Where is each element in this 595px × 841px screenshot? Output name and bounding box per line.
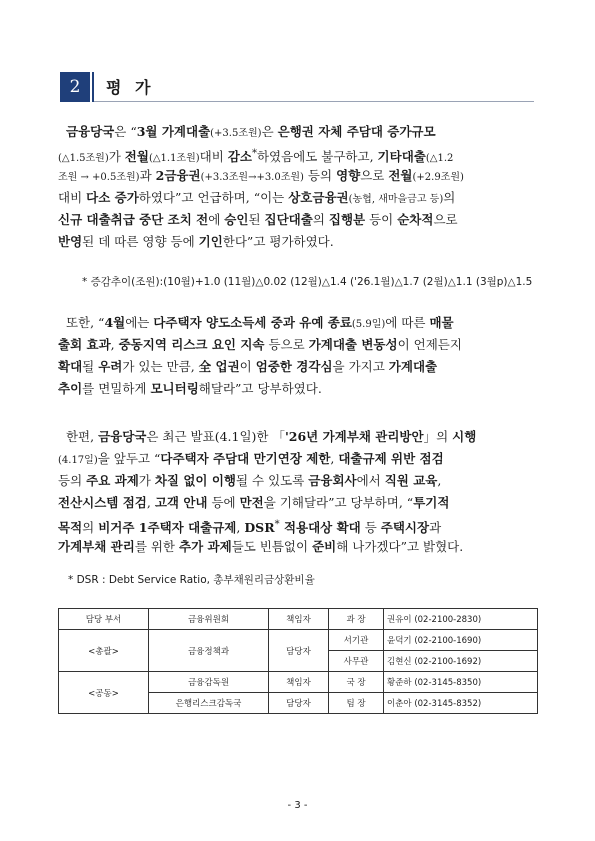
table-cell: 금융위원회 bbox=[149, 609, 269, 630]
text-run: (+3.3조원→+3.0조원) bbox=[200, 172, 304, 183]
text-run: , bbox=[146, 495, 155, 510]
table-cell: 서기관 bbox=[329, 630, 384, 651]
text-run: 반영 bbox=[58, 234, 83, 249]
table-row bbox=[59, 672, 538, 693]
text-run: 으로 bbox=[360, 168, 389, 183]
table-cell: 금융감독원 bbox=[149, 672, 269, 693]
text-run: 등으로 bbox=[264, 337, 309, 352]
text-run: (+3.5조원) bbox=[210, 128, 262, 139]
text-run: 시행 bbox=[452, 429, 477, 444]
text-run: 주택시장 bbox=[380, 520, 430, 536]
text-run: 를 면밀하게 bbox=[82, 381, 151, 396]
text-run: , bbox=[437, 473, 442, 488]
text-run: 全 업권 bbox=[198, 359, 240, 374]
text-run: 감소 bbox=[227, 149, 252, 165]
text-run: 하였다”고 언급하며, “이는 bbox=[138, 190, 289, 205]
text-run: 가계부채 관리 bbox=[58, 539, 135, 554]
text-run: 금융당국 bbox=[98, 429, 147, 444]
text-run: 된 bbox=[248, 212, 265, 227]
text-run: 한다”고 평가하였다. bbox=[222, 234, 334, 249]
text-run: 을 앞두고 “ bbox=[97, 451, 161, 466]
text-run: 이 언제든지 bbox=[397, 337, 462, 352]
text-run: 금융회사 bbox=[308, 473, 357, 488]
text-run: 전월 bbox=[124, 149, 149, 165]
text-run: 투기적 bbox=[413, 495, 450, 510]
section-title: 평 가 bbox=[106, 78, 155, 97]
text-run: , bbox=[110, 337, 119, 352]
table-cell: 금융정책과 bbox=[149, 630, 269, 672]
text-line bbox=[58, 448, 538, 470]
text-run: 신규 대출취급 중단 조치 전 bbox=[58, 212, 209, 227]
table-cell: 사무관 bbox=[329, 651, 384, 672]
table-cell: 과 장 bbox=[329, 609, 384, 630]
text-run: 적용대상 확대 bbox=[279, 520, 361, 536]
text-line bbox=[58, 231, 538, 253]
text-run: 준비 bbox=[312, 539, 337, 554]
text-run: 목적 bbox=[58, 520, 83, 536]
text-run: 매물 bbox=[429, 315, 454, 330]
text-run: 모니터링 bbox=[150, 381, 199, 396]
text-run: 등에 bbox=[207, 495, 240, 510]
request-paragraph bbox=[58, 312, 538, 400]
section-divider-bar bbox=[92, 72, 94, 102]
text-run: 과 bbox=[139, 168, 156, 183]
text-run: 순차적 bbox=[397, 212, 434, 227]
footnote-trend: * 증감추이(조원):(10월)+1.0 (11월)△0.02 (12월)△1.4 ('26.1월)△1.7 (2월)△1.1 (3월p)△1.5 bbox=[82, 276, 533, 288]
text-run: 은 bbox=[261, 124, 278, 139]
text-line bbox=[58, 187, 538, 209]
text-line bbox=[58, 334, 538, 356]
text-run: (△1.5조원) bbox=[58, 153, 109, 165]
text-run: 의 bbox=[443, 190, 456, 205]
text-run: 전월 bbox=[388, 168, 413, 183]
table-cell: <공동> bbox=[59, 672, 149, 714]
text-run: (농협, 새마을금고 등) bbox=[348, 194, 444, 205]
text-line bbox=[58, 312, 538, 334]
text-run: 가 bbox=[108, 149, 125, 165]
text-run: DSR bbox=[244, 520, 275, 536]
text-run: 다주택자 주담대 만기연장 제한 bbox=[160, 451, 331, 466]
text-run: 될 수 있도록 bbox=[236, 473, 309, 488]
text-run: 은 최근 발표(4.1일)한 「 bbox=[146, 429, 285, 444]
text-line bbox=[58, 209, 538, 231]
text-run: 추이 bbox=[58, 381, 83, 396]
text-run: 가계대출 변동성 bbox=[308, 337, 398, 352]
table-cell: 이춘아 (02-3145-8352) bbox=[384, 693, 538, 714]
table-cell: 윤덕기 (02-2100-1690) bbox=[384, 630, 538, 651]
table-cell: <총괄> bbox=[59, 630, 149, 672]
text-run: 에 따른 bbox=[385, 315, 430, 330]
text-run: 2금융권 bbox=[155, 168, 201, 183]
text-line bbox=[58, 378, 538, 400]
text-line bbox=[58, 426, 538, 448]
text-run: 하였음에도 불구하고, bbox=[256, 149, 378, 165]
text-run: 확대 bbox=[58, 359, 83, 374]
text-run: 된 데 따른 영향 등에 bbox=[82, 234, 199, 249]
text-run: 의 bbox=[312, 212, 329, 227]
text-run: 를 위한 bbox=[134, 539, 179, 554]
table-cell: 황준하 (02-3145-8350) bbox=[384, 672, 538, 693]
text-run: 중동지역 리스크 요인 지속 bbox=[118, 337, 265, 352]
table-cell: 은행리스크감독국 bbox=[149, 693, 269, 714]
text-run: 가계대출 bbox=[388, 359, 438, 374]
text-run: (4.17일) bbox=[58, 455, 98, 466]
text-run: 될 bbox=[82, 359, 99, 374]
table-cell: 권유이 (02-2100-2830) bbox=[384, 609, 538, 630]
text-run: 해달라”고 당부하였다. bbox=[198, 381, 322, 396]
text-run: 또한, “ bbox=[65, 315, 105, 330]
text-line bbox=[58, 121, 538, 143]
text-run: 등 bbox=[360, 520, 381, 536]
text-run: 상호금융권 bbox=[288, 190, 349, 205]
table-cell: 국 장 bbox=[329, 672, 384, 693]
text-run: 출회 효과 bbox=[58, 337, 111, 352]
text-line bbox=[58, 470, 538, 492]
text-run: 」의 bbox=[423, 429, 453, 444]
text-run: (△1.1조원) bbox=[148, 153, 200, 165]
text-run: 우려 bbox=[98, 359, 123, 374]
text-line bbox=[58, 514, 538, 536]
text-run: 의 bbox=[82, 520, 99, 536]
text-run: 해 나가겠다”고 밝혔다. bbox=[336, 539, 464, 554]
text-run: 등의 bbox=[58, 473, 87, 488]
table-row bbox=[59, 630, 538, 651]
text-run: 은 “ bbox=[114, 124, 137, 139]
text-run: 전산시스템 점검 bbox=[58, 495, 147, 510]
table-row bbox=[59, 609, 538, 630]
text-run: 만전 bbox=[239, 495, 264, 510]
text-run: 등의 bbox=[303, 168, 337, 183]
text-run: 에는 bbox=[125, 315, 154, 330]
text-run: , bbox=[330, 451, 339, 466]
text-run: 엄중한 경각심 bbox=[255, 359, 333, 374]
text-run: 가 있는 만큼, bbox=[122, 359, 199, 374]
text-line bbox=[58, 492, 538, 514]
text-run: 기인 bbox=[198, 234, 223, 249]
text-run: 등이 bbox=[365, 212, 398, 227]
text-run: 대비 bbox=[58, 190, 87, 205]
text-run: 3월 가계대출 bbox=[136, 124, 211, 139]
text-run: 영향 bbox=[336, 168, 361, 183]
text-run: 가 bbox=[138, 473, 155, 488]
text-run: 집단대출 bbox=[264, 212, 313, 227]
text-run: 집행분 bbox=[328, 212, 366, 227]
text-run: 은행권 자체 주담대 증가규모 bbox=[277, 124, 436, 139]
text-run: 기타대출 bbox=[377, 149, 426, 165]
text-run: 대출규제 위반 점검 bbox=[338, 451, 444, 466]
text-run: 4월 bbox=[104, 315, 126, 330]
text-line bbox=[58, 165, 538, 187]
text-run: 승인 bbox=[224, 212, 249, 227]
text-run: 다소 증가 bbox=[86, 190, 139, 205]
text-run: '26년 가계부채 관리방안 bbox=[284, 429, 424, 444]
footnote-marker: * bbox=[274, 519, 280, 530]
text-run: 들도 빈틈없이 bbox=[231, 539, 313, 554]
text-run: , bbox=[236, 520, 245, 536]
text-run: 금융당국 bbox=[65, 124, 115, 139]
table-cell: 김현신 (02-2100-1692) bbox=[384, 651, 538, 672]
text-line bbox=[58, 143, 538, 165]
table-cell: 담당 부서 bbox=[59, 609, 149, 630]
table-cell: 담당자 bbox=[269, 630, 329, 672]
text-line bbox=[58, 356, 538, 378]
text-run: (△1.2 bbox=[425, 153, 454, 165]
evaluation-paragraph bbox=[58, 121, 538, 253]
text-run: 으로 bbox=[433, 212, 458, 227]
contact-table bbox=[58, 608, 538, 714]
section-number-badge: 2 bbox=[60, 72, 90, 102]
footnote-dsr: * DSR : Debt Service Ratio, 총부채원리금상환비율 bbox=[68, 574, 315, 586]
text-run: 다주택자 양도소득세 중과 유예 종료 bbox=[153, 315, 352, 330]
policy-paragraph bbox=[58, 426, 538, 558]
text-run: 비거주 1주택자 대출규제 bbox=[98, 520, 237, 536]
text-run: 을 가지고 bbox=[332, 359, 389, 374]
page-number: - 3 - bbox=[287, 800, 308, 811]
text-run: 과 bbox=[429, 520, 442, 536]
text-run: 에 bbox=[208, 212, 225, 227]
text-run: 조원 → +0.5조원) bbox=[58, 172, 140, 183]
text-run: 이 bbox=[239, 359, 256, 374]
table-cell: 팀 장 bbox=[329, 693, 384, 714]
text-run: (5.9일) bbox=[351, 319, 386, 330]
text-run: 추가 과제 bbox=[179, 539, 232, 554]
text-run: 고객 안내 bbox=[154, 495, 208, 510]
text-run: (+2.9조원) bbox=[412, 172, 464, 183]
text-run: 직원 교육 bbox=[384, 473, 438, 488]
table-cell: 담당자 bbox=[269, 693, 329, 714]
table-cell: 책임자 bbox=[269, 609, 329, 630]
text-run: 한편, bbox=[65, 429, 99, 444]
text-run: 차질 없이 이행 bbox=[154, 473, 236, 488]
footnote-marker: * bbox=[251, 148, 257, 159]
text-run: 대비 bbox=[199, 149, 228, 165]
text-run: 주요 과제 bbox=[86, 473, 139, 488]
text-run: 에서 bbox=[356, 473, 385, 488]
table-cell: 책임자 bbox=[269, 672, 329, 693]
text-line bbox=[58, 536, 538, 558]
section-underline bbox=[94, 101, 534, 102]
text-run: 을 기해달라”고 당부하며, “ bbox=[263, 495, 414, 510]
